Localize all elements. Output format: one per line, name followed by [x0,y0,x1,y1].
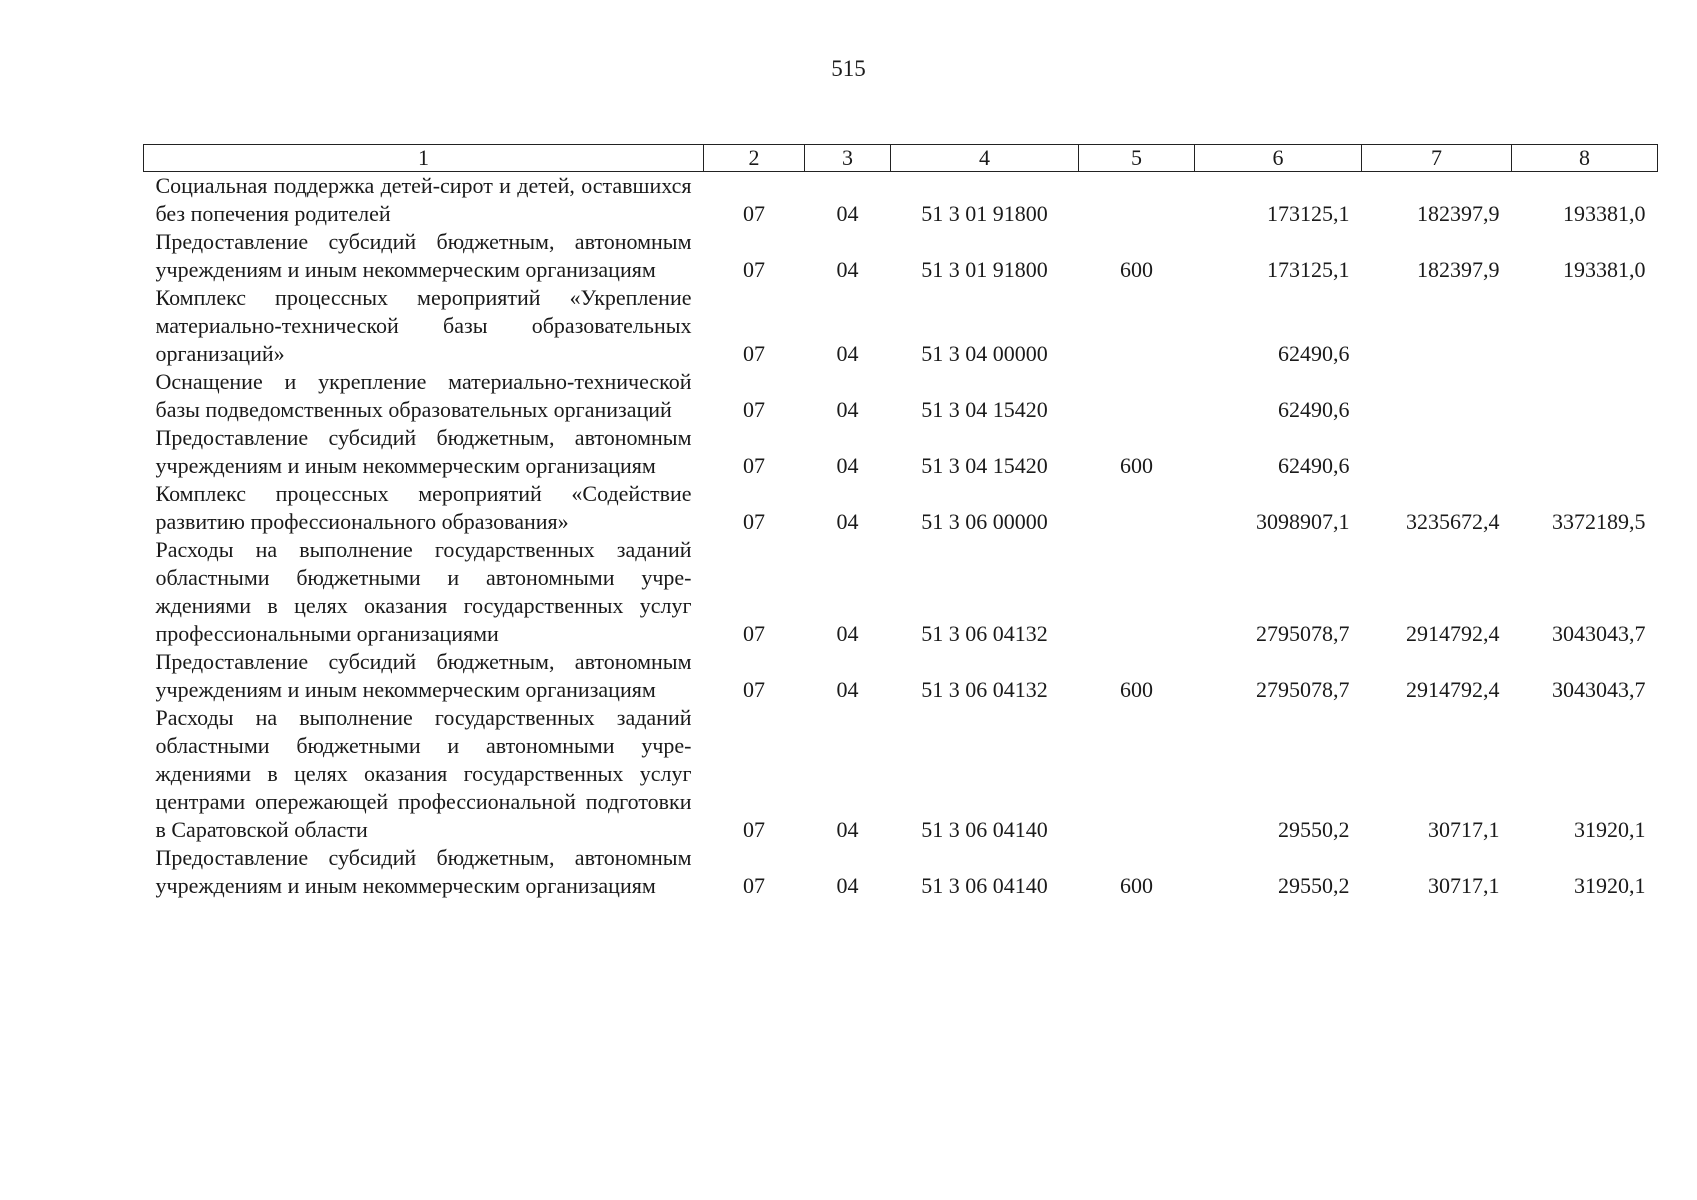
amount-year3-cell: 3043043,7 [1552,677,1646,702]
row-name-cell: Предоставление субсидий бюджетным, автономным учреждениям и иным некоммерческим организациям [155,845,692,898]
amount-year3-cell [1512,284,1658,368]
table-row [144,172,1658,229]
amount-year3-cell [1512,368,1658,424]
amount-year1-cell: 29550,2 [1278,817,1350,842]
column-header: 1 [144,145,704,172]
table-row [144,536,1658,648]
amount-year2-cell: 182397,9 [1417,257,1500,282]
amount-year2-cell: 182397,9 [1417,201,1500,226]
amount-year2-cell [1362,368,1512,424]
table-row [144,480,1658,536]
amount-year3-cell: 193381,0 [1563,201,1646,226]
table-row [144,424,1658,480]
amount-year2-cell [1362,424,1512,480]
expense-type-cell [1079,704,1195,844]
expense-type-cell: 600 [1120,453,1153,478]
amount-year1-cell: 173125,1 [1267,257,1350,282]
subsection-cell: 04 [836,873,859,898]
target-article-cell: 51 3 01 91800 [921,257,1048,282]
section-cell: 07 [743,201,765,226]
target-article-cell: 51 3 06 04140 [921,817,1048,842]
amount-year3-cell: 193381,0 [1563,257,1646,282]
amount-year1-cell: 29550,2 [1278,873,1350,898]
amount-year1-cell: 3098907,1 [1256,509,1350,534]
target-article-cell: 51 3 06 04140 [921,873,1048,898]
section-cell: 07 [743,509,765,534]
amount-year3-cell: 3372189,5 [1552,509,1646,534]
budget-table [143,144,1658,900]
section-cell: 07 [743,453,765,478]
amount-year1-cell: 62490,6 [1278,453,1350,478]
row-name-cell: Предоставление субсидий бюджетным, автономным учреждениям и иным некоммерческим организациям [155,425,692,478]
target-article-cell: 51 3 06 04132 [921,621,1048,646]
table-row [144,844,1658,900]
row-name-cell: Предоставление субсидий бюджетным, автономным учреждениям и иным некоммерческим организациям [155,649,692,702]
row-name-cell: Социальная поддержка детей-сирот и детей, оставшихся без попечения родителей [155,173,692,226]
target-article-cell: 51 3 06 04132 [921,677,1048,702]
column-header: 3 [805,145,891,172]
expense-type-cell [1079,284,1195,368]
expense-type-cell [1079,368,1195,424]
header-row [144,145,1658,172]
amount-year2-cell: 2914792,4 [1406,621,1500,646]
table-row [144,368,1658,424]
expense-type-cell: 600 [1120,873,1153,898]
row-name-cell: Расходы на выполнение государственных заданий областными бюджетными и автономными учреждениями в целях оказания государственных услуг профессиональными организациями [155,537,692,646]
subsection-cell: 04 [836,397,859,422]
amount-year3-cell: 31920,1 [1574,873,1646,898]
subsection-cell: 04 [836,677,859,702]
row-name-cell: Предоставление субсидий бюджетным, автономным учреждениям и иным некоммерческим организациям [155,229,692,282]
amount-year3-cell: 31920,1 [1574,817,1646,842]
amount-year3-cell [1512,424,1658,480]
table-row [144,284,1658,368]
expense-type-cell: 600 [1120,677,1153,702]
table-body [144,172,1658,901]
section-cell: 07 [743,677,765,702]
section-cell: 07 [743,397,765,422]
target-article-cell: 51 3 04 15420 [921,453,1048,478]
subsection-cell: 04 [836,621,859,646]
target-article-cell: 51 3 04 00000 [921,341,1048,366]
subsection-cell: 04 [836,509,859,534]
expense-type-cell [1079,172,1195,229]
subsection-cell: 04 [836,201,859,226]
section-cell: 07 [743,817,765,842]
section-cell: 07 [743,257,765,282]
amount-year1-cell: 62490,6 [1278,341,1350,366]
expense-type-cell [1079,480,1195,536]
column-header: 6 [1195,145,1362,172]
subsection-cell: 04 [836,341,859,366]
table-row [144,228,1658,284]
amount-year1-cell: 2795078,7 [1256,621,1350,646]
target-article-cell: 51 3 04 15420 [921,397,1048,422]
subsection-cell: 04 [836,257,859,282]
column-header: 4 [891,145,1079,172]
target-article-cell: 51 3 01 91800 [921,201,1048,226]
row-name-cell: Комплекс процессных мероприятий «Укрепление материально-технической базы образовательных организаций» [155,285,692,366]
page-number: 515 [831,56,866,81]
column-header: 2 [704,145,805,172]
amount-year1-cell: 173125,1 [1267,201,1350,226]
row-name-cell: Оснащение и укрепление материально-технической базы подведомственных образовательных организаций [155,369,692,422]
amount-year2-cell: 3235672,4 [1406,509,1500,534]
amount-year3-cell: 3043043,7 [1552,621,1646,646]
expense-type-cell [1079,536,1195,648]
target-article-cell: 51 3 06 00000 [921,509,1048,534]
section-cell: 07 [743,621,765,646]
row-name-cell: Расходы на выполнение государственных заданий областными бюджетными и автономными учреждениями в целях оказания государственных услуг центрами опережающей профессиональной подготовки в Саратовской области [155,705,692,842]
amount-year1-cell: 2795078,7 [1256,677,1350,702]
table-row [144,648,1658,704]
section-cell: 07 [743,873,765,898]
column-header: 7 [1362,145,1512,172]
column-header: 5 [1079,145,1195,172]
amount-year1-cell: 62490,6 [1278,397,1350,422]
section-cell: 07 [743,341,765,366]
subsection-cell: 04 [836,817,859,842]
expense-type-cell: 600 [1120,257,1153,282]
subsection-cell: 04 [836,453,859,478]
column-header: 8 [1512,145,1658,172]
row-name-cell: Комплекс процессных мероприятий «Содействие развитию профессионального образования» [155,481,692,534]
amount-year2-cell: 30717,1 [1428,873,1500,898]
table-row [144,704,1658,844]
amount-year2-cell: 30717,1 [1428,817,1500,842]
amount-year2-cell [1362,284,1512,368]
amount-year2-cell: 2914792,4 [1406,677,1500,702]
